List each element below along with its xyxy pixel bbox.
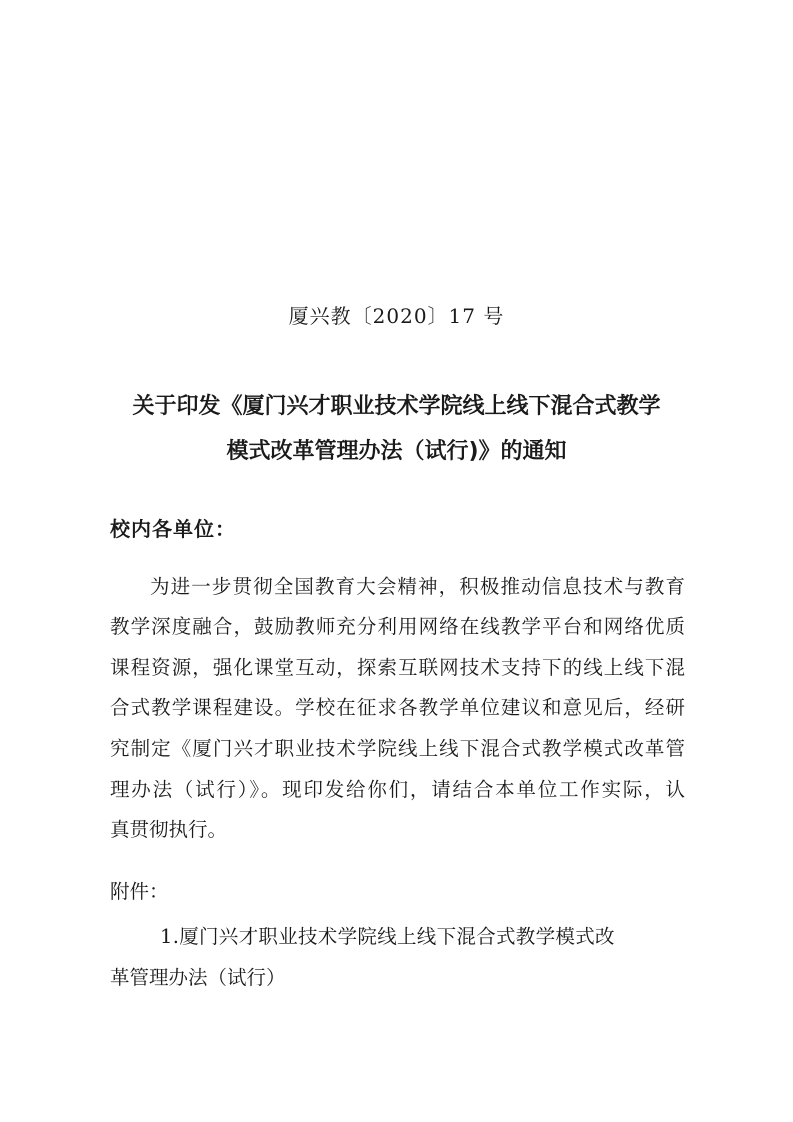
document-title-line-2: 模式改革管理办法（试行)》的通知 [226, 439, 567, 464]
body-paragraph-line-3: 课程资源，强化课堂互动，探索互联网技术支持下的线上线下混 [110, 656, 685, 679]
salutation: 校内各单位： [110, 517, 236, 541]
body-paragraph-line-4: 合式教学课程建设。学校在征求各教学单位建议和意见后，经研 [110, 696, 685, 719]
document-title-line-1: 关于印发《厦门兴才职业技术学院线上线下混合式教学 [132, 394, 661, 419]
body-paragraph-line-6: 理办法（试行）》。现印发给你们，请结合本单位工作实际，认 [110, 778, 685, 801]
body-paragraph-line-1: 为进一步贯彻全国教育大会精神，积极推动信息技术与教育 [150, 575, 685, 598]
body-paragraph-line-2: 教学深度融合，鼓励教师充分利用网络在线教学平台和网络优质 [110, 615, 685, 638]
document-number: 厦兴教〔2020〕17 号 [288, 304, 505, 328]
body-paragraph-line-7: 真贯彻执行。 [110, 818, 228, 841]
attachment-item-line-2: 革管理办法（试行） [110, 966, 286, 989]
body-paragraph-line-5: 究制定《厦门兴才职业技术学院线上线下混合式教学模式改革管 [110, 737, 685, 760]
attachment-item-line-1: 1.厦门兴才职业技术学院线上线下混合式教学模式改 [160, 925, 615, 948]
attachment-label: 附件： [110, 880, 169, 903]
